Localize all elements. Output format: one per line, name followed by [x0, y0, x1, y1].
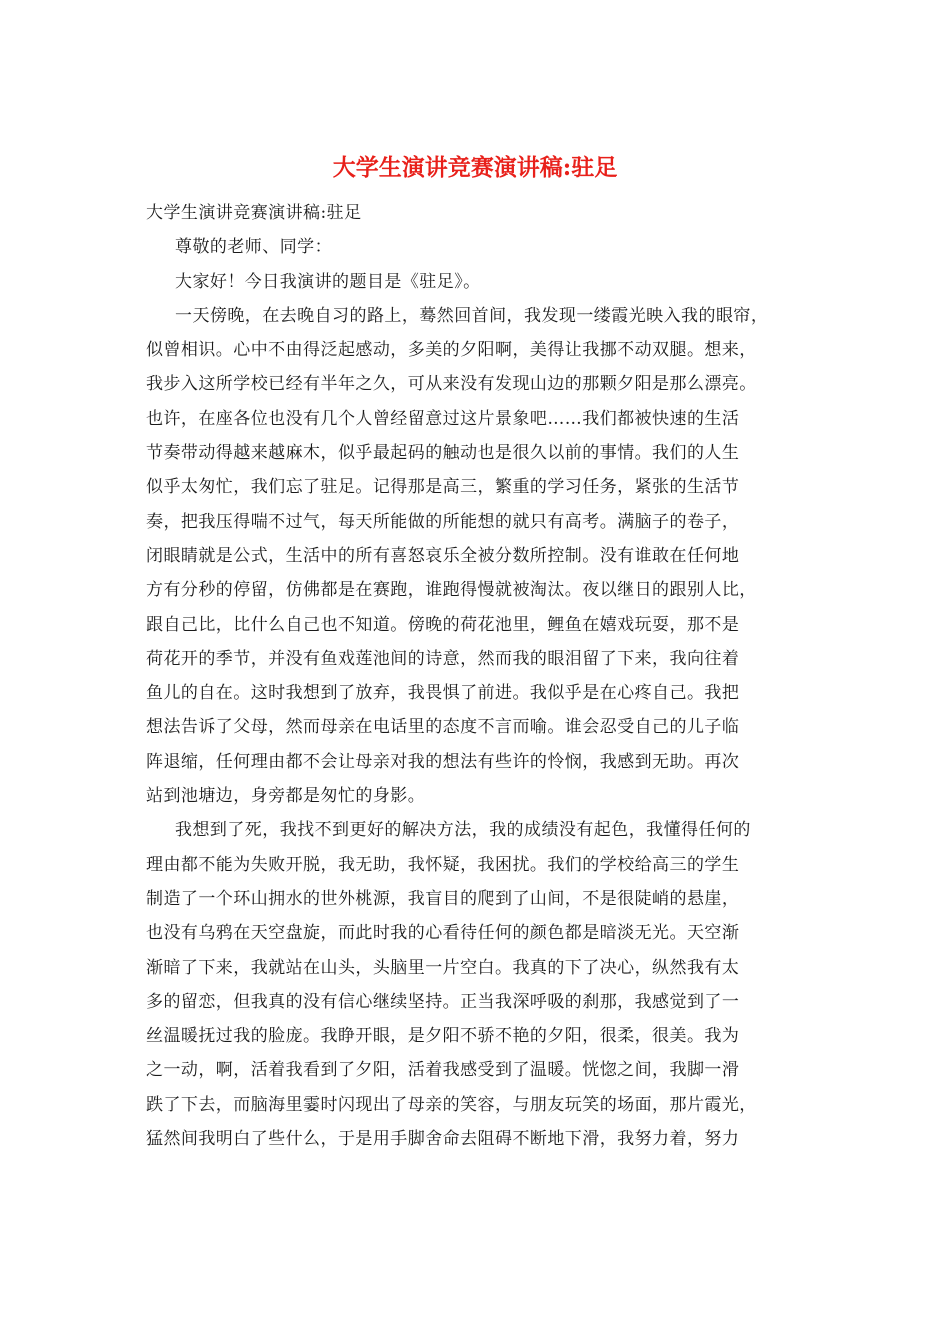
- text-line: 荷花开的季节，并没有鱼戏莲池间的诗意，然而我的眼泪留了下来，我向往着: [146, 648, 740, 669]
- text-line: 一天傍晚，在去晚自习的路上，蓦然回首间，我发现一缕霞光映入我的眼帘，: [175, 305, 769, 326]
- text-line: 之一动，啊，活着我看到了夕阳，活着我感受到了温暖。恍惚之间，我脚一滑: [146, 1060, 740, 1081]
- text-line: 制造了一个环山拥水的世外桃源，我盲目的爬到了山间，不是很陡峭的悬崖，: [146, 888, 740, 909]
- text-line: 大学生演讲竞赛演讲稿:驻足: [146, 203, 362, 223]
- document-title: 大学生演讲竞赛演讲稿:驻足: [332, 154, 618, 181]
- text-line: 奏，把我压得喘不过气，每天所能做的所能想的就只有高考。满脑子的卷子，: [146, 511, 740, 532]
- text-line: 尊敬的老师、同学：: [175, 237, 333, 258]
- text-line: 想法告诉了父母，然而母亲在电话里的态度不言而喻。谁会忍受自己的儿子临: [146, 717, 740, 738]
- text-line: 也没有乌鸦在天空盘旋，而此时我的心看待任何的颜色都是暗淡无光。天空渐: [146, 923, 740, 944]
- text-line: 丝温暖抚过我的脸庞。我睁开眼，是夕阳不骄不艳的夕阳，很柔，很美。我为: [146, 1026, 740, 1047]
- text-line: 我步入这所学校已经有半年之久，可从来没有发现山边的那颗夕阳是那么漂亮。: [146, 374, 757, 395]
- document-body: [146, 196, 826, 1156]
- text-line: 鱼儿的自在。这时我想到了放弃，我畏惧了前进。我似乎是在心疼自己。我把: [146, 683, 740, 704]
- text-line: 似曾相识。心中不由得泛起感动，多美的夕阳啊，美得让我挪不动双腿。想来，: [146, 340, 757, 361]
- text-line: 似乎太匆忙，我们忘了驻足。记得那是高三，繁重的学习任务，紧张的生活节: [146, 477, 740, 498]
- text-line: 也许，在座各位也没有几个人曾经留意过这片景象吧……我们都被快速的生活: [146, 408, 740, 429]
- text-line: 理由都不能为失败开脱，我无助，我怀疑，我困扰。我们的学校给高三的学生: [146, 854, 740, 875]
- text-line: 节奏带动得越来越麻木，似乎最起码的触动也是很久以前的事情。我们的人生: [146, 443, 740, 464]
- text-line: 猛然间我明白了些什么，于是用手脚舍命去阻碍不断地下滑，我努力着，努力: [146, 1129, 740, 1150]
- text-line: 大家好！今日我演讲的题目是《驻足》。: [175, 271, 481, 292]
- text-line: 方有分秒的停留，仿佛都是在赛跑，谁跑得慢就被淘汰。夜以继日的跟别人比，: [146, 580, 757, 601]
- text-line: 闭眼睛就是公式，生活中的所有喜怒哀乐全被分数所控制。没有谁敢在任何地: [146, 545, 740, 566]
- text-line: 多的留恋，但我真的没有信心继续坚持。正当我深呼吸的刹那，我感觉到了一: [146, 991, 740, 1012]
- text-line: 我想到了死，我找不到更好的解决方法，我的成绩没有起色，我懂得任何的: [175, 820, 751, 841]
- text-line: 跟自己比，比什么自己也不知道。傍晚的荷花池里，鲤鱼在嬉戏玩耍，那不是: [146, 614, 740, 635]
- text-line: 渐暗了下来，我就站在山头，头脑里一片空白。我真的下了决心，纵然我有太: [146, 957, 740, 978]
- text-line: 阵退缩，任何理由都不会让母亲对我的想法有些许的怜悯，我感到无助。再次: [146, 751, 740, 772]
- text-line: 站到池塘边，身旁都是匆忙的身影。: [146, 786, 426, 807]
- text-line: 跌了下去，而脑海里霎时闪现出了母亲的笑容，与朋友玩笑的场面，那片霞光，: [146, 1094, 757, 1115]
